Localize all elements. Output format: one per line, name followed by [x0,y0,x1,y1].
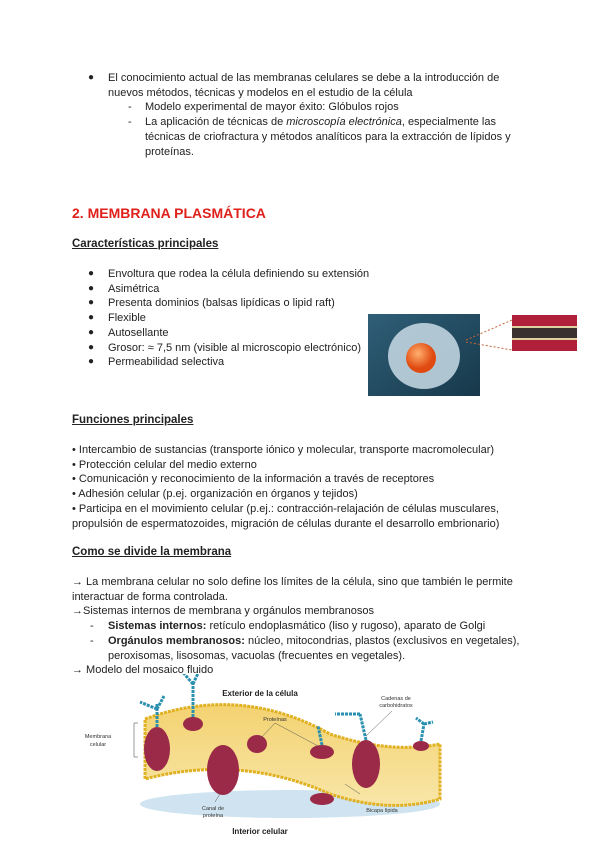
label-exterior: Exterior de la célula [222,689,298,698]
intro-text-line1: El conocimiento actual de las membranas celulares se debe a la introducción de [108,72,500,84]
funcion-item: propulsión de espermatozoides, migración de células durante el desarrollo embrionario) [72,517,500,530]
text: retículo endoplasmático (liso y rugoso), aparato de Golgi [206,620,486,632]
caracteristica-item: Asimétrica [108,282,160,295]
text: núcleo, mitocondrias, plastos (exclusivos en vegetales), [244,635,520,647]
intro-sub2-line2: técnicas de criofractura y métodos analíticos para la extracción de lípidos y [145,131,511,143]
funciones-heading: Funciones principales [72,414,194,426]
division-p1-line1: → La membrana celular no solo define los límites de la célula, sino que también le permite [72,576,513,588]
label-canal-2: proteína [202,813,224,819]
dash: - [90,635,94,647]
label-cadenas-1: Cadenas de [381,696,411,702]
funcion-item: • Intercambio de sustancias (transporte iónico y molecular, transporte macromolecular) [72,444,495,456]
dash: - [90,620,94,632]
intro-sub1: Modelo experimental de mayor éxito: Glóbulos rojos [145,101,399,113]
caracteristica-item: Flexible [108,312,146,325]
caracteristica-item: Presenta dominios (balsas lipídicas o lipid raft) [108,297,335,310]
label-canal-1: Canal de [201,806,225,812]
caracteristica-item: Envoltura que rodea la célula definiendo su extensión [108,268,370,280]
bullet-dot: ● [88,312,95,324]
intro-sub2 [145,115,496,129]
division-p1-line2: interactuar de forma controlada. [72,591,228,603]
intro-sub2-line3: proteínas. [145,146,194,158]
label-membrana-2: celular [89,742,107,748]
bullet-dot: ● [88,72,95,83]
dash: - [128,116,132,128]
bullet-dot: ● [88,326,95,338]
intro-text-line2: nuevos métodos, técnicas y modelos en el estudio de la célula [108,87,413,99]
label-interior: Interior celular [232,827,288,836]
label-proteinas: Proteínas [263,717,287,723]
funcion-item: • Participa en el movimiento celular (p.ej.: contracción-relajación de células musculares, [72,502,499,515]
label-bicapa: Bicapa lípida [366,808,398,814]
label: Orgánulos membranosos: [108,635,245,647]
organulos-membranosos [108,634,519,648]
caracteristica-item: Autosellante [108,326,169,339]
caracteristica-item: Grosor: ≈ 7,5 nm (visible al microscopio electrónico) [108,341,362,354]
label: Sistemas internos: [108,620,207,632]
bullet-dot: ● [88,268,95,279]
division-p2: →Sistemas internos de membrana y orgánulos membranosos [72,605,375,617]
section-title: 2. MEMBRANA PLASMÁTICA [72,205,266,221]
caracteristica-item: Permeabilidad selectiva [108,356,225,369]
cell-illustration [366,312,578,398]
bullet-dot: ● [88,297,95,309]
organulos-line2: peroxisomas, lisosomas, vacuolas (frecuentes en vegetales). [108,650,406,662]
fluid-mosaic-diagram [60,674,480,848]
bullet-dot: ● [88,356,95,368]
dash: - [128,101,132,113]
text: La aplicación de técnicas de [145,116,287,128]
label-cadenas-2: carbohidratos [379,703,413,709]
emphasis: microscopía electrónica [286,116,402,128]
caracteristicas-heading: Características principales [72,238,219,250]
label-membrana-1: Membrana [84,734,112,740]
funcion-item: • Protección celular del medio externo [72,458,257,471]
funcion-item: • Adhesión celular (p.ej. organización en órganos y tejidos) [72,488,358,501]
division-heading: Como se divide la membrana [72,546,232,558]
sistemas-internos [108,619,485,633]
bullet-dot: ● [88,341,95,353]
division-p3: → Modelo del mosaico fluido [72,664,214,676]
funcion-item: • Comunicación y reconocimiento de la información a través de receptores [72,473,435,486]
bullet-dot: ● [88,282,95,294]
text: , especialmente las [401,116,496,128]
